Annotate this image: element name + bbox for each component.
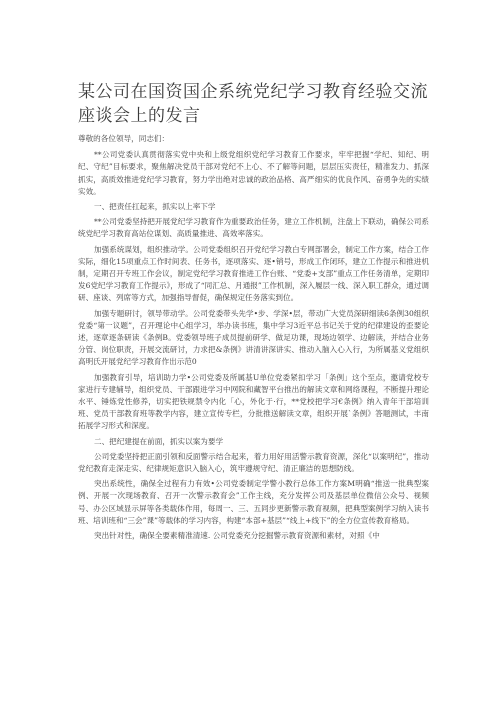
section-heading-2: 二、把纪建提在前面，抓实以案为要学: [94, 436, 224, 446]
paragraph-system-planning: 加强系统谋划，组织推动学。公司党委组织召开党纪学习教白专网部署会，制定工作方案，结合工作实际，细化15项重点工作时间表、任务书，逐项落实、逐•销号，形成工作闭环，建立工作提示和推进机制，定期召开专班工作会议，制定党纪学习教育推进工作台账、“党委+支部”重点工作任务清单，定期印发6党纪学习教育工作提示》，形成了“同汇总、月通报”工作机制，深入履层一线、深入职工群众，通过调研、座谈、列席等方式，加强指导督促，确保规定任务落实到位。: [78, 244, 429, 303]
paragraph-section2-intro: 公司党委坚持把正面引领和反面警示结合起来，着力用好用活警示教育资源，深化“以案明纪”，推动党纪教育走深走实、纪律规矩意识入脑入心，筑牢遵规守纪、清正廉洁的思想防线。: [78, 451, 429, 474]
document-body: [78, 133, 429, 545]
document-title: 某公司在国资国企系统党纪学习教育经验交流座谈会上的发言: [78, 82, 428, 126]
section-heading-1: 一、把责任扛起来，抓实以上率下学: [94, 202, 216, 212]
paragraph-targeted: 突出针对性，确保全要素精准清速. 公司党委充分挖掘警示教育资源和素材，对照《中: [94, 531, 380, 541]
paragraph-systematic: 突出系统性，确保全过程有力有效•公司党委制定学警小教行总体工作方案M明确“推送一批典型案例、开展一次现场教育、召开一次警示教育会”工作主线，充分发挥公司及基层单位微信公众号、视频号、办公区域显示屏等各类载体作用，每周一、三、五同步更新警示教育视频，把典型案例学习纳入读书班、培训班和“三会”课”等载体的学习内容，构建“本部+基层”“线上+线下”的全方位宣传教育格局。: [78, 479, 429, 525]
salutation: 尊敬的各位领导，同志们：: [78, 134, 170, 143]
paragraph-topic-discussion: 加强专题研讨，领导带动学。公司党委带头先学•步、学深•层，带动广大党员深研细读6条例30组织党委“第一议题”，召开理论中心组学习，举办读书班，集中学习3近平总书记关于党的纪律建设的歪要论述，逐章逐条研读《条例B。党委领导班子成员提前研学、做足功课，现场边领学、边解读，并结合业务分管、岗位职责，开展交流研讨，力求把&条例》讲清讲深讲实、推动入脑入心入行，为所属基义党组织高明氏开展党纪学习教育作出示范0: [78, 308, 429, 367]
paragraph-education-guidance: 加强教育引导，培训助力学•公司党委及所属基U单位党委紧扣学习「条例」这个至点，邀请党校专家进行专建辅导，组织党员、干部跟进学习中网院和藏智平台推出的解读文章和网络课程，不断提升理论水平、锤炼党性修养，切实把铁规禁令内化「心，外化于·行，**党校把学习€条例》纳入青年干部培训班、党员干部教育班等教学内容，建立宣传专栏，分批推送解读文章，组织开展`条例》答题测试，丰南拓展学习形式和深度。: [78, 372, 429, 431]
paragraph-intro: **公司党委认真贯彻落实党中央和上级党组织党纪学习教育工作要求，牢牢把握“学纪、知纪、明纪、守纪”目标要求，聚焦解决党员干部对党纪不上心、不了解等问题，层层压实责任，精准发力、抓深抓实，高质效推进党纪学习教育，努力学出绝对忠诚的政治品格、高严细实的优良作风、奋勇争先的实绩实效。: [78, 150, 429, 196]
paragraph-section1-intro: **公司党委坚持把开展党纪学习教育作为重要政治任务，建立工作机制，注盘上下联动，确保公司系统党纪学习教育高站位谋划、高质量推进、高效率落实。: [78, 217, 429, 239]
